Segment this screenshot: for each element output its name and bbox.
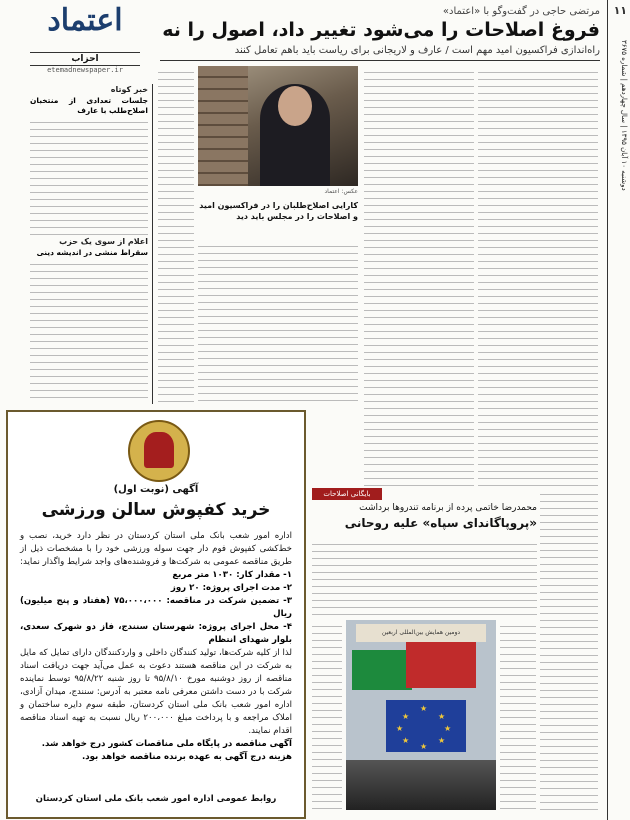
main-story-column-3 [198, 240, 358, 405]
main-kicker: مرتضی حاجی در گفت‌وگو با «اعتماد» [442, 6, 600, 17]
ad-notice-label: آگهی (نوبت اول) [113, 484, 199, 495]
pull-quote: کارایی اصلاح‌طلبان را در فراکسیون امید و اصلاحات را در مجلس باید دید [199, 201, 358, 221]
main-story-column-1 [364, 66, 474, 486]
bottom-narrow-column [500, 620, 536, 810]
column-divider [152, 84, 153, 404]
ad-title: خرید کفپوش سالن ورزشی [41, 500, 271, 520]
bottom-headline: «پروپاگاندای سپاه» علیه روحانی [344, 516, 537, 530]
ad-item: ۲- مدت اجرای پروژه: ۲۰ روز [170, 583, 292, 593]
bottom-side-column [540, 488, 598, 813]
page-number: ۱۱ [613, 4, 627, 17]
brief-text-block-2 [30, 258, 148, 398]
tender-advertisement [6, 410, 306, 819]
brief-box-title: خبر کوتاه [110, 85, 148, 94]
ad-item: ۴- محل اجرای پروژه: شهرستان سنندج، فاز دو شهرک سعدی، بلوار شهدای انتظام [20, 622, 292, 645]
logo-wordmark: اعتماد [47, 3, 123, 38]
bottom-section-tag: بایگانی اصلاحات [312, 488, 382, 500]
issue-date-line: دوشنبه ۱۰ آبان ۱۳۹۵ | سال چهاردهم | شماره ۳۶۷۵ [620, 40, 628, 191]
rally-photo [346, 620, 496, 810]
headline-rule [160, 60, 600, 61]
ad-paragraph: اداره امور شعب بانک ملی استان کردستان در نظر دارد خرید، نصب و خط‌کشی کفپوش فوم دار جهت سوله ورزشی خود را با مشخصات ذیل از طریق مناقصه عمومی به شرکت‌ها و فروشنده‌های واجد شرایط واگذار نماید: [20, 531, 292, 567]
newspaper-logo [30, 4, 140, 48]
brief-text-block [30, 116, 148, 236]
ad-note: آگهی مناقصه در پایگاه ملی مناقصات کشور درج خواهد شد. [41, 739, 292, 749]
bank-emblem-icon [128, 420, 190, 482]
main-story-column-2 [478, 66, 598, 486]
red-flag [406, 642, 476, 688]
masthead-strip [607, 0, 630, 820]
website-url: etemadnewspaper.ir [47, 66, 123, 74]
ad-item: ۱- مقدار کار: ۱۰۳۰ متر مربع [172, 570, 292, 580]
bottom-kicker: محمدرضا خاتمی پرده از برنامه تندروها برداشت [359, 503, 537, 513]
bottom-story-text [312, 538, 537, 616]
bookshelf [198, 66, 248, 186]
section-label: احزاب [30, 52, 140, 66]
bottom-left-column [312, 620, 342, 810]
interviewee-face [278, 86, 312, 126]
photo-banner: دومین همایش بین‌المللی اربعین [356, 624, 486, 642]
green-flag [352, 650, 412, 690]
brief-box-title-2: اعلام از سوی یک حزب [59, 237, 148, 247]
brief-heading-2: سقراط منشی در اندیشه دینی [36, 248, 148, 258]
main-subhead: راه‌اندازی فراکسیون امید مهم است / عارف و لاریجانی برای ریاست باید باهم تعامل کنند [234, 45, 600, 56]
eu-flag: ★ ★ ★ ★ ★ ★ ★ ★ [386, 700, 466, 752]
left-briefs-column [30, 84, 148, 404]
interview-photo [198, 66, 358, 186]
photo-caption: عکس: اعتماد [324, 188, 358, 195]
ad-paragraph: لذا از کلیه شرکت‌ها، تولید کنندگان داخلی و واردکنندگان دارای تمایل که مایل به شرکت در این مناقصه هستند دعوت به عمل می‌آید جهت دریافت اسناد مناقصه از روز دوشنبه مورخ ۹۵/۸/۱۰ تا روز شنبه ۹۵/۸/۲۲ توسط نماینده شرکت با در دست داشتن معرفی نامه معتبر به آدرس: سنندج، میدان آزادی، اداره امور شعب بانک ملی استان کردستان، طبقه سوم دایره ساختمان و املاک مراجعه و با پرداخت مبلغ ۲۰۰،۰۰۰ ریال نسبت به تهیه اسناد مناقصه اقدام نمایند. [20, 648, 293, 736]
ad-item: ۳- تضمین شرکت در مناقصه: ۷۵،۰۰۰،۰۰۰ (هفتاد و پنج میلیون) ریال [20, 596, 292, 619]
text-column [158, 66, 194, 406]
ad-note: هزینه درج آگهی به عهده برنده مناقصه خواهد بود. [81, 752, 292, 762]
crowd [346, 760, 496, 810]
ad-signature: روابط عمومی اداره امور شعب بانک ملی استان کردستان [35, 794, 277, 804]
brief-heading: جلسات تعدادی از منتخبان اصلاح‌طلب با عارف [30, 96, 148, 116]
ad-body [20, 530, 292, 764]
main-headline: فروغ اصلاحات را می‌شود تغییر داد، اصول را نه [162, 19, 600, 41]
